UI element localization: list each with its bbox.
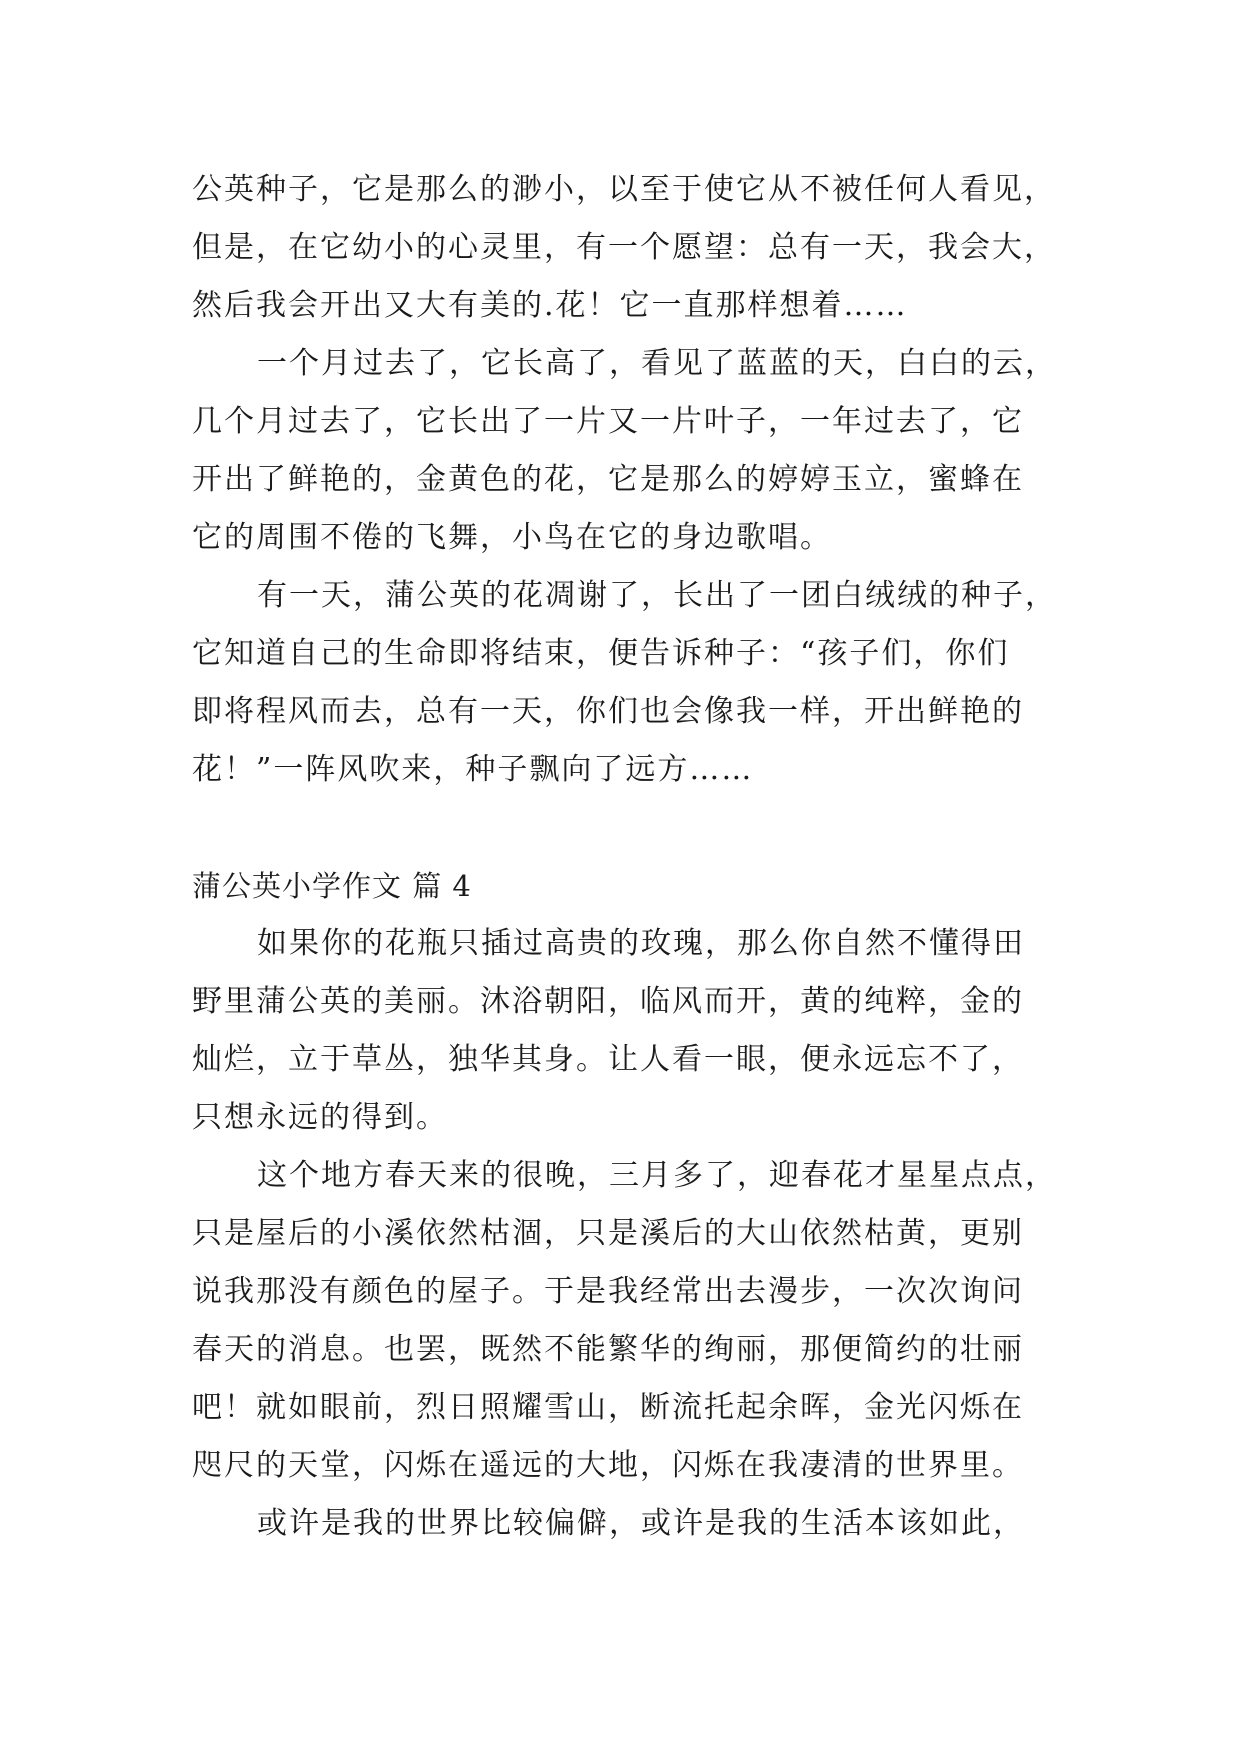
paragraph-line: 花！”一阵风吹来，种子飘向了远方…… — [192, 752, 754, 787]
paragraph-line: 或许是我的世界比较偏僻，或许是我的生活本该如此， — [257, 1506, 1025, 1541]
paragraph-line: 它知道自己的生命即将结束，便告诉种子：“孩子们，你们 — [192, 636, 1010, 671]
paragraph-line: 只是屋后的小溪依然枯涸，只是溪后的大山依然枯黄，更别 — [192, 1216, 1024, 1251]
paragraph-line: 只想永远的得到。 — [192, 1100, 448, 1135]
paragraph-line: 吧！就如眼前，烈日照耀雪山，断流托起余晖，金光闪烁在 — [192, 1390, 1024, 1425]
paragraph-line: 它的周围不倦的飞舞，小鸟在它的身边歌唱。 — [192, 520, 832, 555]
paragraph-line: 灿烂，立于草丛，独华其身。让人看一眼，便永远忘不了， — [192, 1042, 1024, 1077]
paragraph-line: 一个月过去了，它长高了，看见了蓝蓝的天，白白的云， — [257, 346, 1057, 381]
paragraph-line: 几个月过去了，它长出了一片又一片叶子，一年过去了，它 — [192, 404, 1024, 439]
paragraph-line: 然后我会开出又大有美的.花！它一直那样想着…… — [192, 288, 908, 323]
paragraph-line: 公英种子，它是那么的渺小，以至于使它从不被任何人看见， — [192, 172, 1056, 207]
paragraph-line: 有一天，蒲公英的花凋谢了，长出了一团白绒绒的种子， — [257, 578, 1057, 613]
paragraph-line: 说我那没有颜色的屋子。于是我经常出去漫步，一次次询问 — [192, 1274, 1024, 1309]
paragraph-line: 但是，在它幼小的心灵里，有一个愿望：总有一天，我会大， — [192, 230, 1056, 265]
paragraph-line: 即将程风而去，总有一天，你们也会像我一样，开出鲜艳的 — [192, 694, 1024, 729]
paragraph-line: 野里蒲公英的美丽。沐浴朝阳，临风而开，黄的纯粹，金的 — [192, 984, 1024, 1019]
section-heading: 蒲公英小学作文 篇 4 — [192, 869, 472, 903]
paragraph-line: 如果你的花瓶只插过高贵的玫瑰，那么你自然不懂得田 — [257, 926, 1025, 961]
paragraph-line: 开出了鲜艳的，金黄色的花，它是那么的婷婷玉立，蜜蜂在 — [192, 462, 1024, 497]
paragraph-line: 春天的消息。也罢，既然不能繁华的绚丽，那便简约的壮丽 — [192, 1332, 1024, 1367]
paragraph-line: 咫尺的天堂，闪烁在遥远的大地，闪烁在我凄清的世界里。 — [192, 1448, 1024, 1483]
paragraph-line: 这个地方春天来的很晚，三月多了，迎春花才星星点点， — [257, 1158, 1057, 1193]
